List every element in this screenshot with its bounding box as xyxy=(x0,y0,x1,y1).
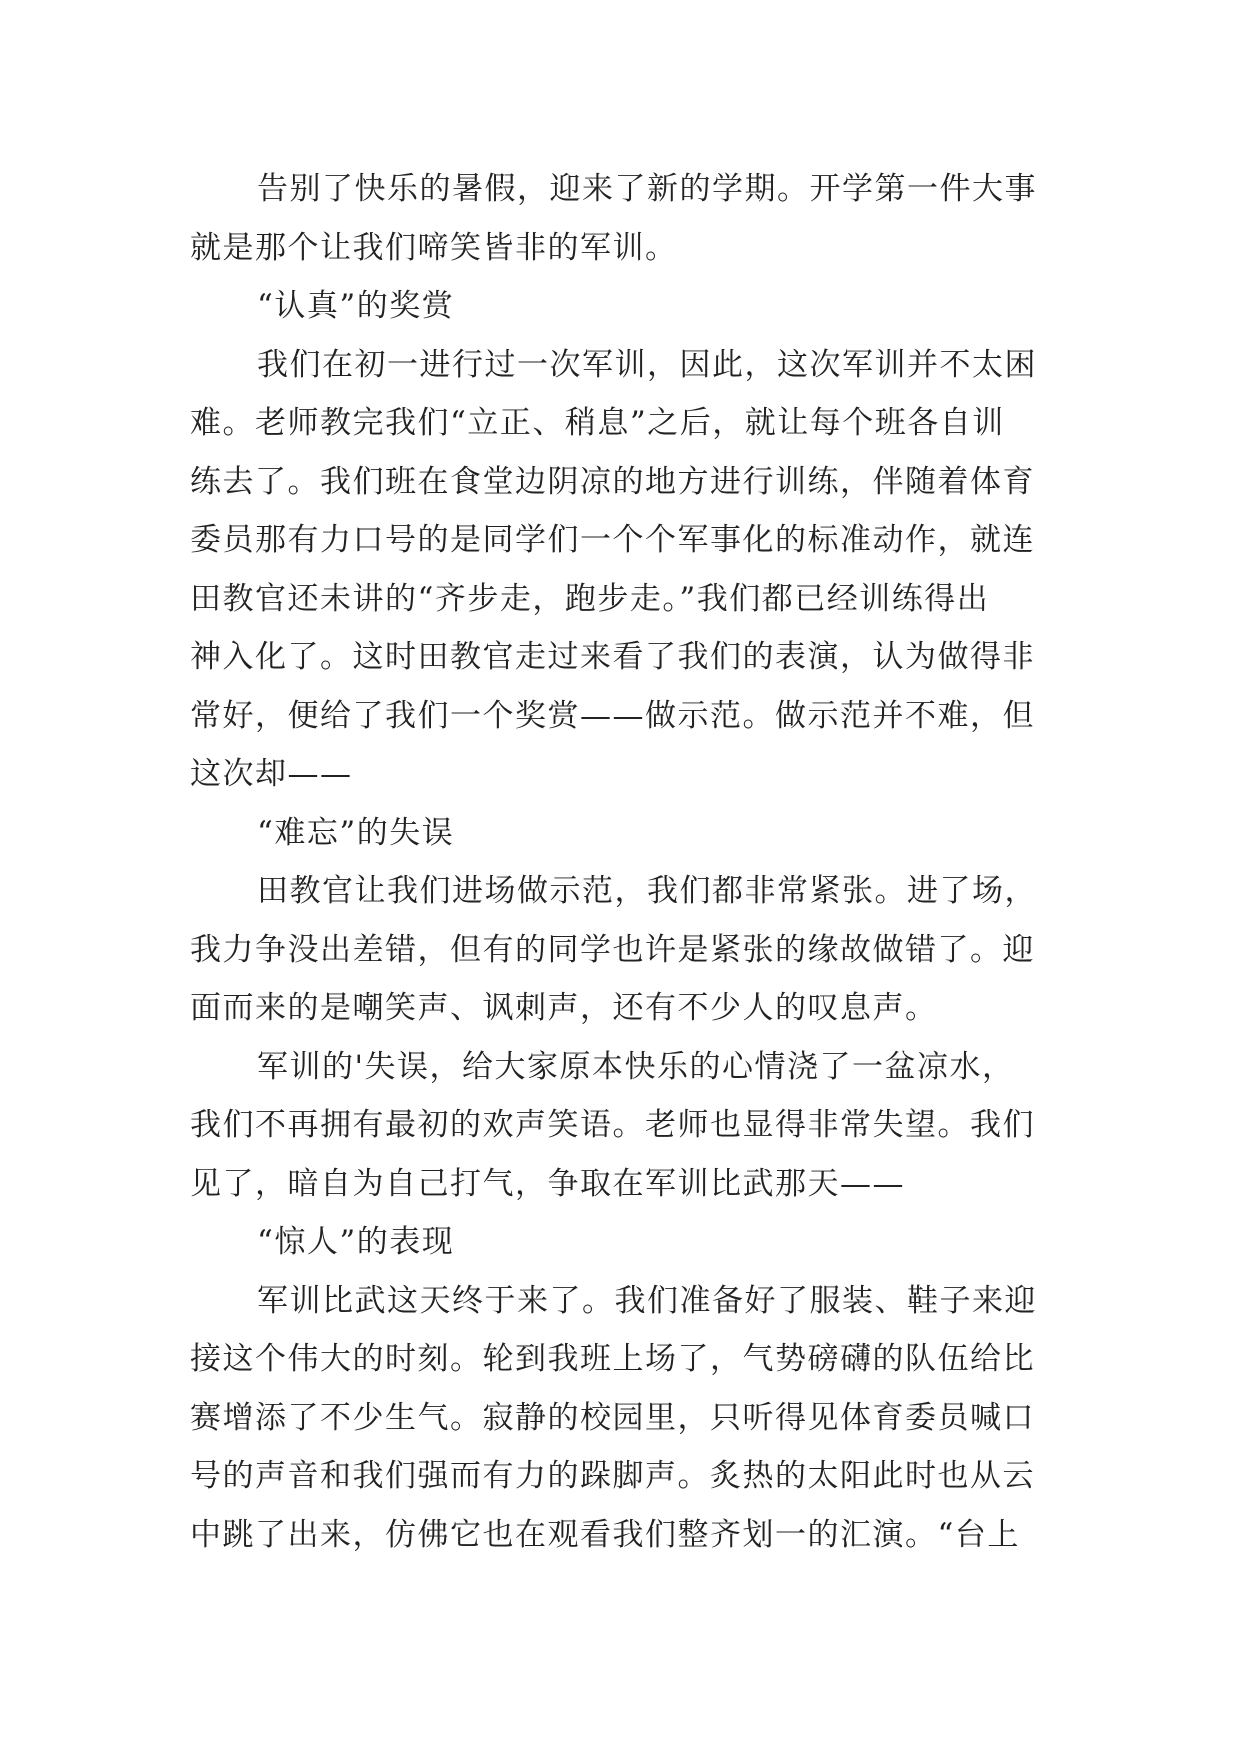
paragraph-line: 田教官让我们进场做示范，我们都非常紧张。进了场， xyxy=(257,873,1037,909)
paragraph-line: 常好，便给了我们一个奖赏——做示范。做示范并不难，但 xyxy=(190,697,1035,734)
paragraph-line: 接这个伟大的时刻。轮到我班上场了，气势磅礴的队伍给比 xyxy=(190,1341,1035,1377)
paragraph-line: 中跳了出来，仿佛它也在观看我们整齐划一的汇演。“台上 xyxy=(190,1516,1020,1553)
paragraph-line: 号的声音和我们强而有力的跺脚声。炙热的太阳此时也从云 xyxy=(190,1458,1035,1494)
paragraph-line: 见了，暗自为自己打气，争取在军训比武那天—— xyxy=(190,1165,905,1202)
paragraph-line: 练去了。我们班在食堂边阴凉的地方进行训练，伴随着体育 xyxy=(190,463,1035,500)
paragraph-line: 面而来的是嘲笑声、讽刺声，还有不少人的叹息声。 xyxy=(190,990,938,1026)
article-body xyxy=(190,160,1070,1564)
section-heading: “惊人”的表现 xyxy=(257,1224,455,1260)
paragraph-line: 我们在初一进行过一次军训，因此，这次军训并不太困 xyxy=(257,346,1037,383)
paragraph-line: 我们不再拥有最初的欢声笑语。老师也显得非常失望。我们 xyxy=(190,1107,1035,1143)
paragraph-line: 我力争没出差错，但有的同学也许是紧张的缘故做错了。迎 xyxy=(190,931,1035,968)
paragraph-line: 田教官还未讲的“齐步走，跑步走。”我们都已经训练得出 xyxy=(190,580,990,617)
paragraph-line: 这次却—— xyxy=(190,756,353,792)
paragraph-line: 告别了快乐的暑假，迎来了新的学期。开学第一件大事 xyxy=(257,171,1037,207)
paragraph-line: 赛增添了不少生气。寂静的校园里，只听得见体育委员喊口 xyxy=(190,1399,1035,1436)
paragraph-line: 神入化了。这时田教官走过来看了我们的表演，认为做得非 xyxy=(190,639,1035,675)
paragraph-line: 军训的'失误，给大家原本快乐的心情浇了一盆凉水， xyxy=(257,1048,1015,1085)
paragraph-line: 就是那个让我们啼笑皆非的军训。 xyxy=(190,229,678,266)
paragraph-line: 难。老师教完我们“立正、稍息”之后，就让每个班各自训 xyxy=(190,405,1005,441)
paragraph-line: 军训比武这天终于来了。我们准备好了服装、鞋子来迎 xyxy=(257,1282,1037,1319)
section-heading: “认真”的奖赏 xyxy=(257,288,455,324)
paragraph-line: 委员那有力口号的是同学们一个个军事化的标准动作，就连 xyxy=(190,522,1035,558)
section-heading: “难忘”的失误 xyxy=(257,814,455,851)
